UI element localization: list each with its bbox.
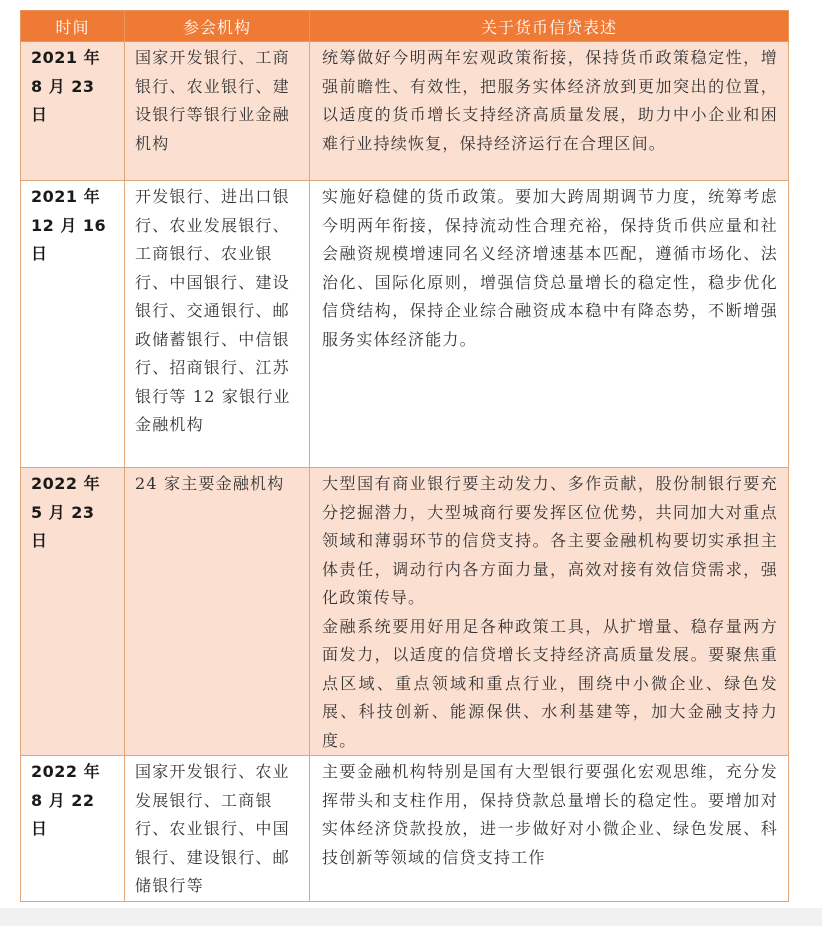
statement-paragraph: 大型国有商业银行要主动发力、多作贡献，股份制银行要充分挖掘潜力，大型城商行要发挥区位优势，共同加大对重点领域和薄弱环节的信贷支持。各主要金融机构要切实承担主体责任，调动行内各方面力量，高效对接有效信贷需求，强化政策传导。 <box>322 474 778 607</box>
table-header-row <box>21 11 789 42</box>
date-cell: 2022 年 5 月 23 日 <box>21 468 125 756</box>
statement-paragraph: 主要金融机构特别是国有大型银行要强化宏观思维，充分发挥带头和支柱作用，保持贷款总量增长的稳定性。要增加对实体经济贷款投放，进一步做好对小微企业、绿色发展、科技创新等领域的信贷支持工作 <box>322 762 778 867</box>
statement-paragraph: 统筹做好今明两年宏观政策衔接，保持货币政策稳定性，增强前瞻性、有效性，把服务实体经济放到更加突出的位置，以适度的货币增长支持经济高质量发展，助力中小企业和困难行业持续恢复，保持经济运行在合理区间。 <box>322 48 778 153</box>
statement-cell <box>310 468 789 756</box>
institutions-cell: 开发银行、进出口银行、农业发展银行、工商银行、农业银行、中国银行、建设银行、交通银行、邮政储蓄银行、中信银行、招商银行、江苏银行等 12 家银行业金融机构 <box>125 181 310 468</box>
statement-paragraph: 金融系统要用好用足各种政策工具，从扩增量、稳存量两方面发力，以适度的信贷增长支持经济高质量发展。要聚焦重点区域、重点领域和重点行业，围绕中小微企业、绿色发展、科技创新、能源保供、水利基建等，加大金融支持力度。 <box>322 616 778 750</box>
institutions-cell: 国家开发银行、工商银行、农业银行、建设银行等银行业金融机构 <box>125 42 310 181</box>
table-row <box>21 42 789 181</box>
date-cell: 2022 年 8 月 22 日 <box>21 756 125 902</box>
statement-paragraph: 实施好稳健的货币政策。要加大跨周期调节力度，统筹考虑今明两年衔接，保持流动性合理充裕，保持货币供应量和社会融资规模增速同名义经济增速基本匹配，遵循市场化、法治化、国际化原则，增强信贷总量增长的稳定性，稳步优化信贷结构，保持企业综合融资成本稳中有降态势，不断增强服务实体经济能力。 <box>322 187 778 349</box>
date-cell: 2021 年 12 月 16 日 <box>21 181 125 468</box>
header-institutions: 参会机构 <box>125 11 310 42</box>
table-row <box>21 181 789 468</box>
institutions-cell: 24 家主要金融机构 <box>125 468 310 756</box>
header-date: 时间 <box>21 11 125 42</box>
statement-cell <box>310 42 789 181</box>
bottom-strip <box>0 908 822 926</box>
institutions-cell: 国家开发银行、农业发展银行、工商银行、农业银行、中国银行、建设银行、邮储银行等 <box>125 756 310 902</box>
statement-cell <box>310 756 789 902</box>
table-row <box>21 756 789 902</box>
policy-table <box>20 10 789 902</box>
statement-cell <box>310 181 789 468</box>
date-cell: 2021 年 8 月 23 日 <box>21 42 125 181</box>
table-row <box>21 468 789 756</box>
header-statement: 关于货币信贷表述 <box>310 11 789 42</box>
